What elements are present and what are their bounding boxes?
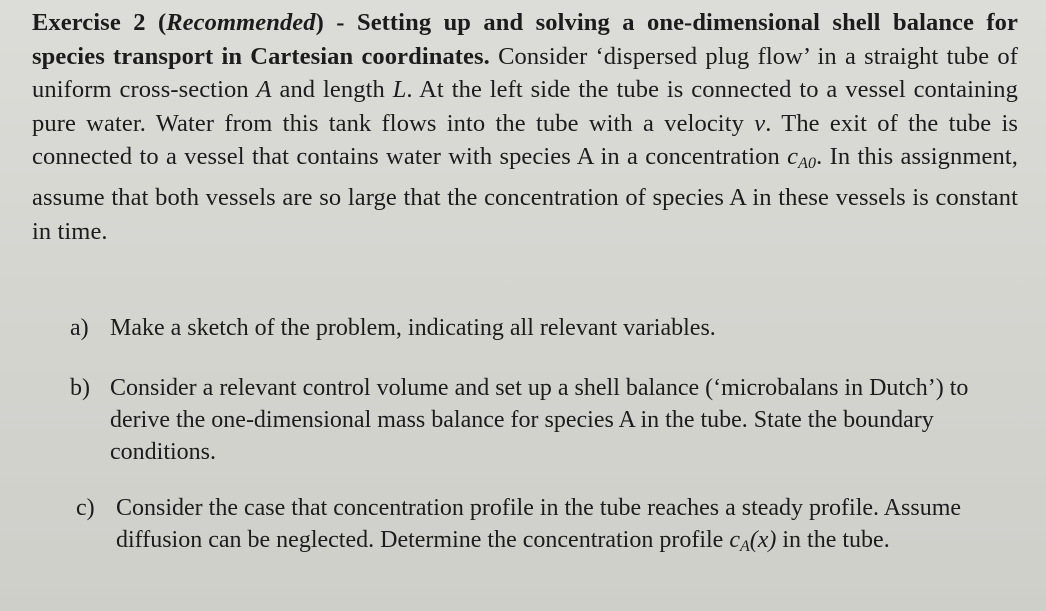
statement-text-3: . At the left side the tube is connected to a vessel containing pure water. Water from this tank flows into the tube with a velocity <box>32 76 1018 137</box>
question-c-text-1: Consider the case that concentration profile in the tube reaches a steady profile. Assume diffusion can be neglected. Determine the concentration profile <box>116 495 962 553</box>
var-position: (x) <box>749 527 777 553</box>
question-text: Consider a relevant control volume and set up a shell balance (‘microbalans in Dutch’) to derive the one-dimensional mass balance for species A in the tube. State the boundary conditions. <box>110 375 969 465</box>
question-a <box>70 312 1010 344</box>
exercise-statement <box>32 6 1018 248</box>
var-cross-section: A <box>256 76 272 104</box>
question-text: Make a sketch of the problem, indicating all relevant variables. <box>110 315 716 341</box>
question-marker: a) <box>70 315 89 341</box>
statement-text-5: . In this assignment, assume that both vessels are so large that the concentration of species A in these vessels is constant in time. <box>32 143 1018 245</box>
var-length: L <box>392 76 407 104</box>
exercise-title-emphasis: Recommended <box>166 9 316 36</box>
var-concentration: c <box>787 143 799 171</box>
question-b <box>70 372 1010 468</box>
var-concentration: c <box>729 527 740 553</box>
exercise-title-rest: ) - Setting up and solving a one-dimensional shell balance for species transport in Cartesian coordinates. <box>32 9 1018 70</box>
exercise-title-prefix: Exercise 2 ( <box>32 9 167 36</box>
statement-text-2: and length <box>271 76 393 104</box>
var-concentration-subscript: A <box>739 538 750 555</box>
statement-text-4: . The exit of the tube is connected to a vessel that contains water with species A in a concentration <box>32 109 1018 171</box>
question-text <box>116 492 1010 563</box>
question-marker: c) <box>76 495 95 521</box>
question-c <box>76 492 1010 563</box>
var-concentration-subscript: A0 <box>798 155 817 173</box>
question-c-text-2: in the tube. <box>776 527 890 553</box>
statement-text-1: Consider ‘dispersed plug flow’ in a straight tube of uniform cross-section <box>32 42 1018 104</box>
var-velocity: v <box>754 109 766 137</box>
question-marker: b) <box>70 375 90 401</box>
